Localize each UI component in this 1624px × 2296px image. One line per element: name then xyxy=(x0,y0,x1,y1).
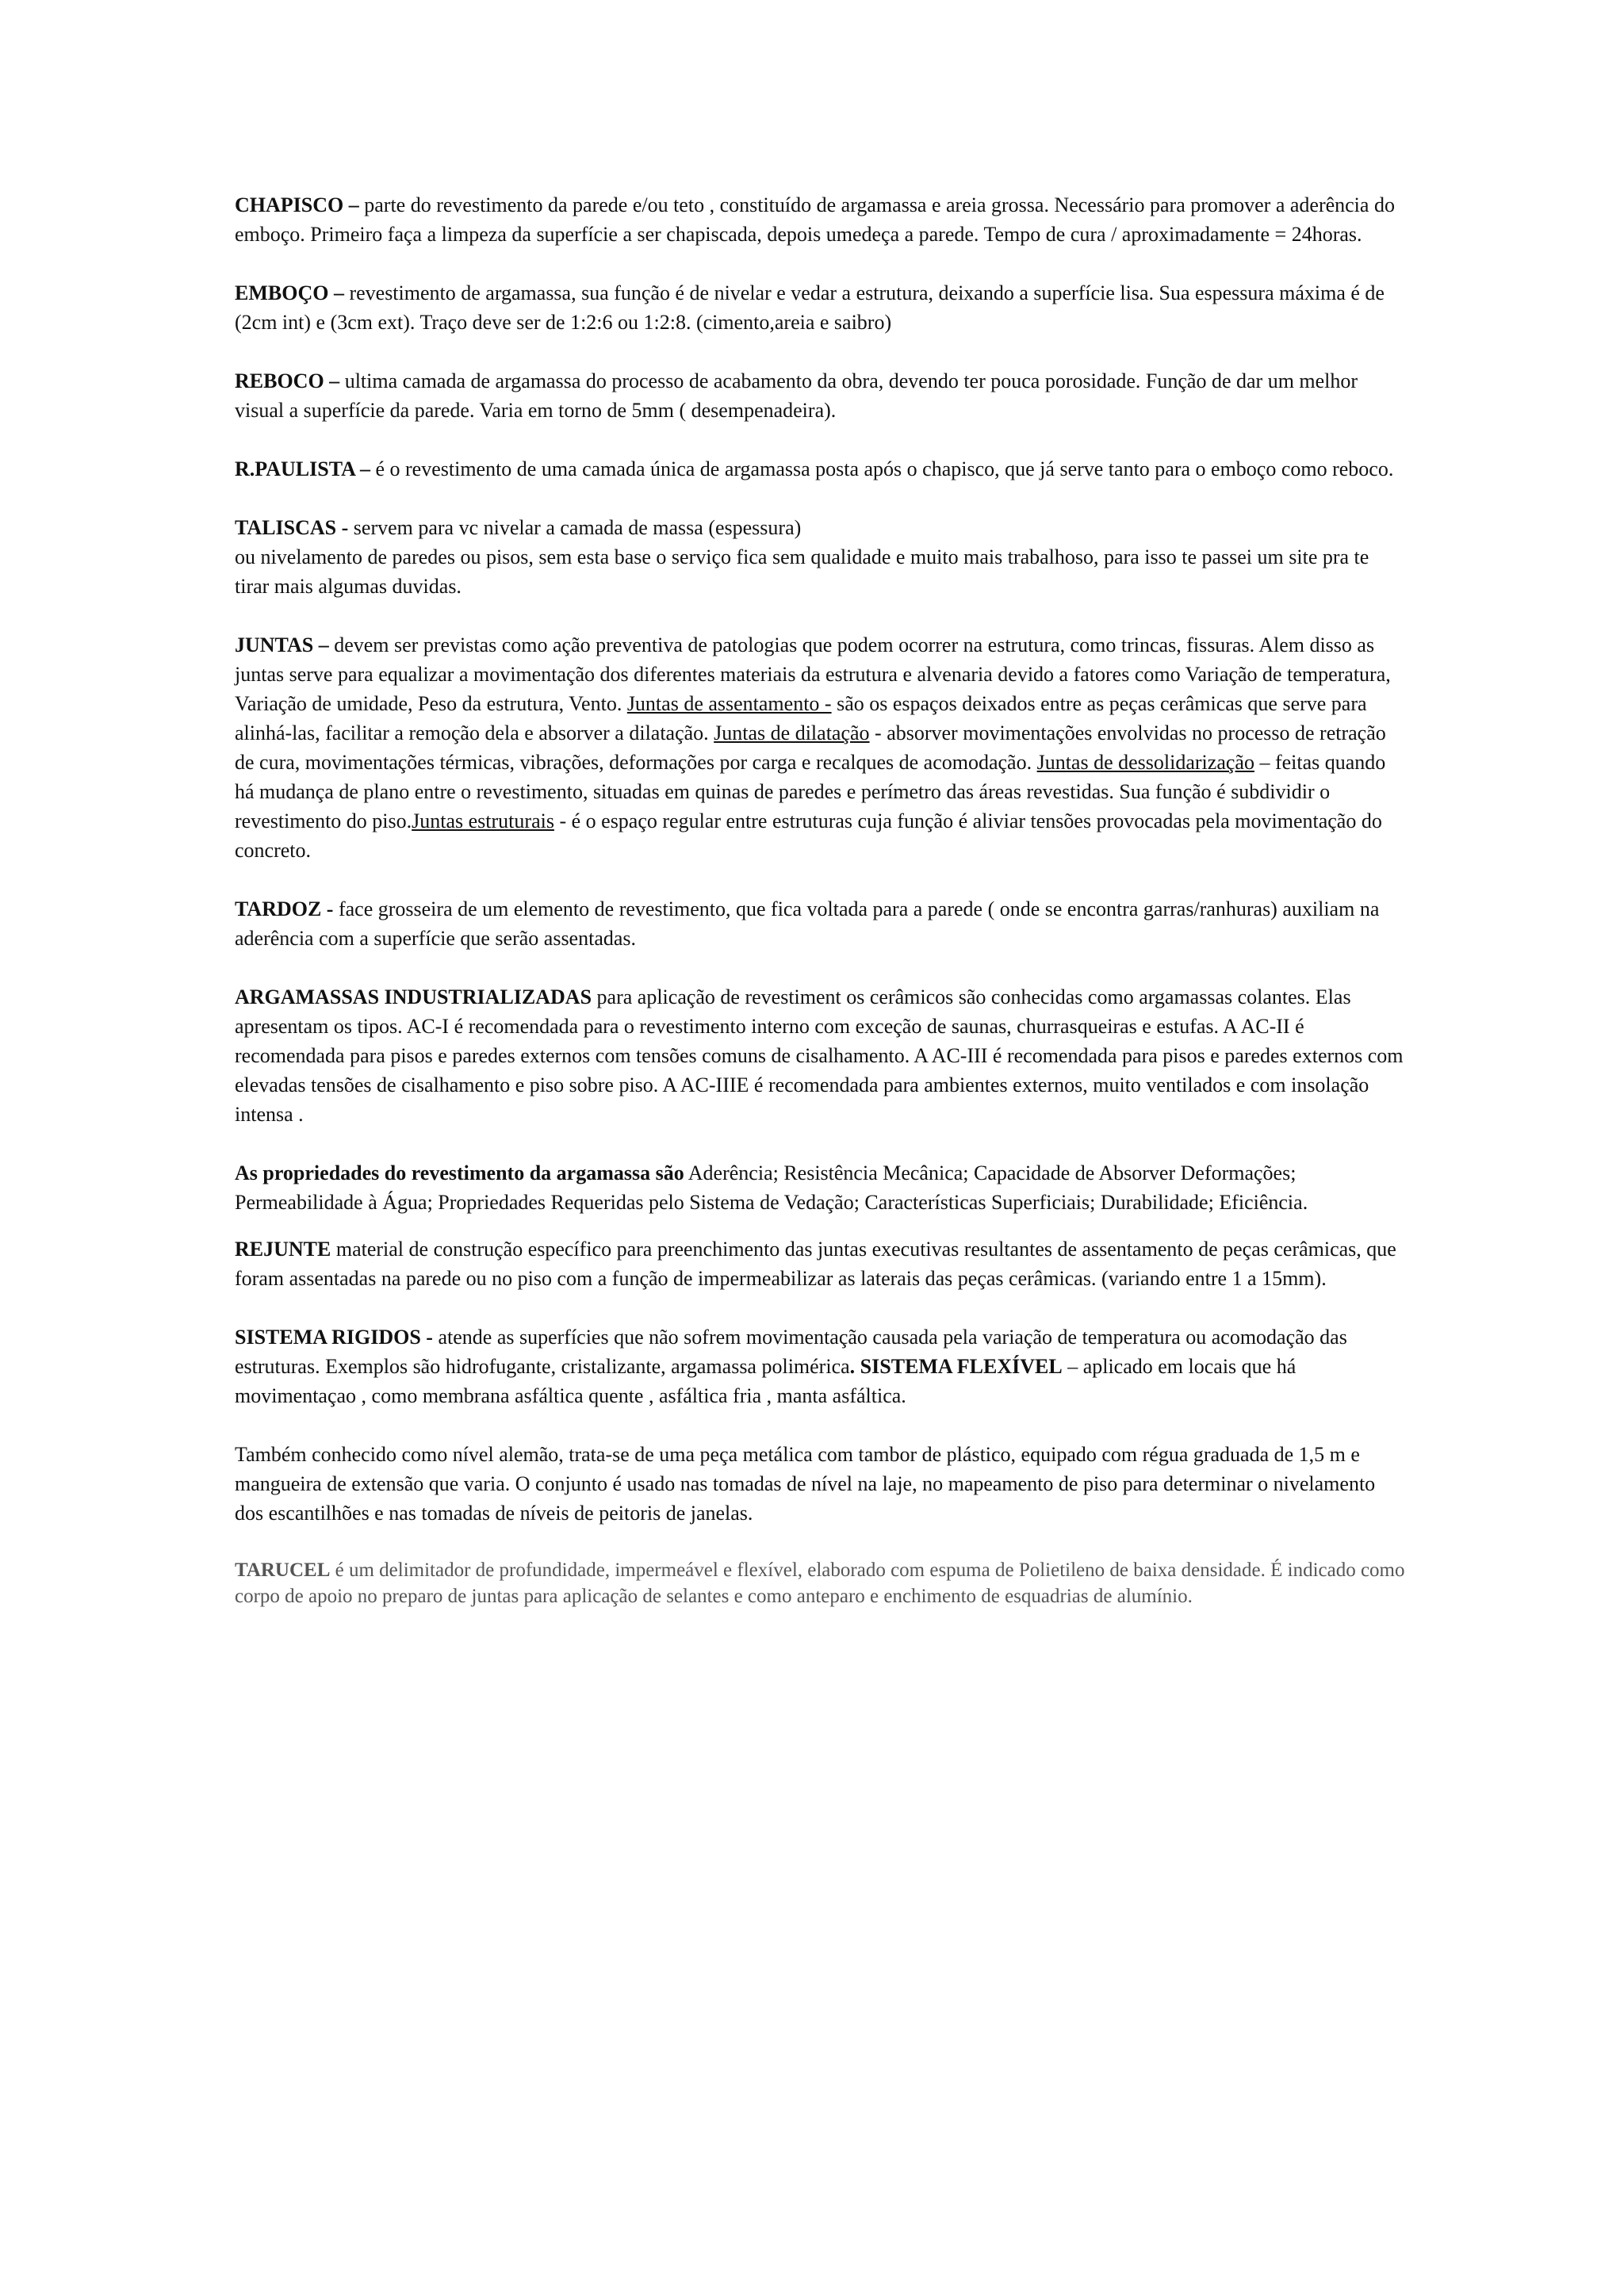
paragraph-chapisco xyxy=(235,190,1407,249)
document-page xyxy=(235,190,1407,1639)
paragraph-nivel-alemao xyxy=(235,1440,1407,1528)
term-taliscas: TALISCAS - xyxy=(235,516,349,539)
definition-juntas-estruturais: - é o espaço regular entre estruturas cuja função é aliviar tensões provocadas pela movimentação do concreto. xyxy=(235,809,1382,862)
paragraph-reboco xyxy=(235,366,1407,425)
subterm-juntas-estruturais: Juntas estruturais xyxy=(412,809,554,832)
paragraph-emboco xyxy=(235,278,1407,337)
term-tardoz: TARDOZ - xyxy=(235,897,334,920)
term-rpaulista: R.PAULISTA – xyxy=(235,457,370,480)
term-reboco: REBOCO – xyxy=(235,369,340,392)
paragraph-tardoz xyxy=(235,894,1407,953)
paragraph-taliscas xyxy=(235,513,1407,601)
term-emboco: EMBOÇO – xyxy=(235,281,344,304)
definition-sistema-flexivel: – aplicado em locais que há movimentaçao , como membrana asfáltica quente , asfáltica fria , manta asfáltica. xyxy=(235,1355,1297,1407)
definition-argamassas: para aplicação de revestiment os cerâmicos são conhecidas como argamassas colantes. Elas apresentam os tipos. AC-I é recomendada para o revestimento interno com exceção de saunas, churrasqueiras e estufas. A AC-II é recomendada para pisos e paredes externos com tensões comuns de cisalhamento. A AC-III é recomendada para pisos e paredes externos com elevadas tensões de cisalhamento e piso sobre piso. A AC-IIIE é recomendada para ambientes externos, muito ventilados e com insolação intensa . xyxy=(235,985,1404,1126)
definition-tardoz: face grosseira de um elemento de revestimento, que fica voltada para a parede ( onde se encontra garras/ranhuras) auxiliam na aderência com a superfície que serão assentadas. xyxy=(235,897,1380,950)
term-propriedades: As propriedades do revestimento da argamassa são xyxy=(235,1161,684,1184)
paragraph-tarucel xyxy=(235,1557,1407,1609)
subterm-juntas-dessolidarizacao: Juntas de dessolidarização xyxy=(1036,751,1254,774)
subterm-juntas-assentamento: Juntas de assentamento - xyxy=(626,692,832,715)
definition-taliscas-line2: ou nivelamento de paredes ou pisos, sem esta base o serviço fica sem qualidade e muito mais trabalhoso, para isso te passei um site pra te tirar mais algumas duvidas. xyxy=(235,545,1369,598)
definition-rejunte: material de construção específico para preenchimento das juntas executivas resultantes de assentamento de peças cerâmicas, que foram assentadas na parede ou no piso com a função de impermeabilizar as laterais das peças cerâmicas. (variando entre 1 a 15mm). xyxy=(235,1238,1396,1290)
term-argamassas: ARGAMASSAS INDUSTRIALIZADAS xyxy=(235,985,592,1008)
paragraph-propriedades xyxy=(235,1158,1407,1217)
term-juntas: JUNTAS – xyxy=(235,633,329,656)
definition-nivel-alemao: Também conhecido como nível alemão, trata-se de uma peça metálica com tambor de plástico, equipado com régua graduada de 1,5 m e mangueira de extensão que varia. O conjunto é usado nas tomadas de nível na laje, no mapeamento de piso para determinar o nivelamento dos escantilhões e nas tomadas de níveis de peitoris de janelas. xyxy=(235,1443,1376,1525)
definition-sistema-rigidos: atende as superfícies que não sofrem movimentação causada pela variação de temperatura ou acomodação das estruturas. Exemplos são hidrofugante, cristalizante, argamassa polimérica xyxy=(235,1326,1347,1378)
definition-juntas-assentamento: são os espaços deixados entre as peças cerâmicas que serve para alinhá-las, facilitar a remoção dela e absorver a dilatação. xyxy=(235,692,1367,744)
definition-chapisco: parte do revestimento da parede e/ou teto , constituído de argamassa e areia grossa. Necessário para promover a aderência do emboço. Primeiro faça a limpeza da superfície a ser chapiscada, depois umedeça a parede. Tempo de cura / aproximadamente = 24horas. xyxy=(235,193,1395,246)
term-sistema-rigidos: SISTEMA RIGIDOS - xyxy=(235,1326,433,1349)
paragraph-argamassas xyxy=(235,982,1407,1129)
term-tarucel: TARUCEL xyxy=(235,1559,331,1581)
term-rejunte: REJUNTE xyxy=(235,1238,331,1261)
definition-reboco: ultima camada de argamassa do processo de acabamento da obra, devendo ter pouca porosidade. Função de dar um melhor visual a superfície da parede. Varia em torno de 5mm ( desempenadeira). xyxy=(235,369,1358,422)
paragraph-rpaulista xyxy=(235,454,1407,484)
definition-taliscas-line1: servem para vc nivelar a camada de massa (espessura) xyxy=(348,516,802,539)
definition-juntas: devem ser previstas como ação preventiva de patologias que podem ocorrer na estrutura, como trincas, fissuras. Alem disso as juntas serve para equalizar a movimentação dos diferentes materiais da estrutura e alvenaria devido a fatores como Variação de temperatura, Variação de umidade, Peso da estrutura, Vento. xyxy=(235,633,1391,715)
term-chapisco: CHAPISCO – xyxy=(235,193,359,216)
paragraph-rejunte xyxy=(235,1234,1407,1293)
term-sistema-flexivel: . SISTEMA FLEXÍVEL xyxy=(849,1355,1063,1378)
paragraph-juntas xyxy=(235,630,1407,865)
definition-juntas-dilatacao: - absorver movimentações envolvidas no processo de retração de cura, movimentações térmicas, vibrações, deformações por carga e recalques de acomodação. xyxy=(235,721,1386,774)
definition-juntas-dessolidarizacao: – feitas quando há mudança de plano entre o revestimento, situadas em quinas de paredes e perímetro das áreas revestidas. Sua função é subdividir o revestimento do piso. xyxy=(235,751,1386,832)
definition-tarucel: é um delimitador de profundidade, impermeável e flexível, elaborado com espuma de Polietileno de baixa densidade. É indicado como corpo de apoio no preparo de juntas para aplicação de selantes e como anteparo e enchimento de esquadrias de alumínio. xyxy=(235,1559,1405,1607)
definition-propriedades: Aderência; Resistência Mecânica; Capacidade de Absorver Deformações; Permeabilidade à Água; Propriedades Requeridas pelo Sistema de Vedação; Características Superficiais; Durabilidade; Eficiência. xyxy=(235,1161,1308,1214)
definition-rpaulista: é o revestimento de uma camada única de argamassa posta após o chapisco, que já serve tanto para o emboço como reboco. xyxy=(370,457,1394,480)
definition-emboco: revestimento de argamassa, sua função é de nivelar e vedar a estrutura, deixando a superfície lisa. Sua espessura máxima é de (2cm int) e (3cm ext). Traço deve ser de 1:2:6 ou 1:2:8. (cimento,areia e saibro) xyxy=(235,281,1385,334)
paragraph-sistema xyxy=(235,1322,1407,1410)
subterm-juntas-dilatacao: Juntas de dilatação xyxy=(714,721,870,744)
